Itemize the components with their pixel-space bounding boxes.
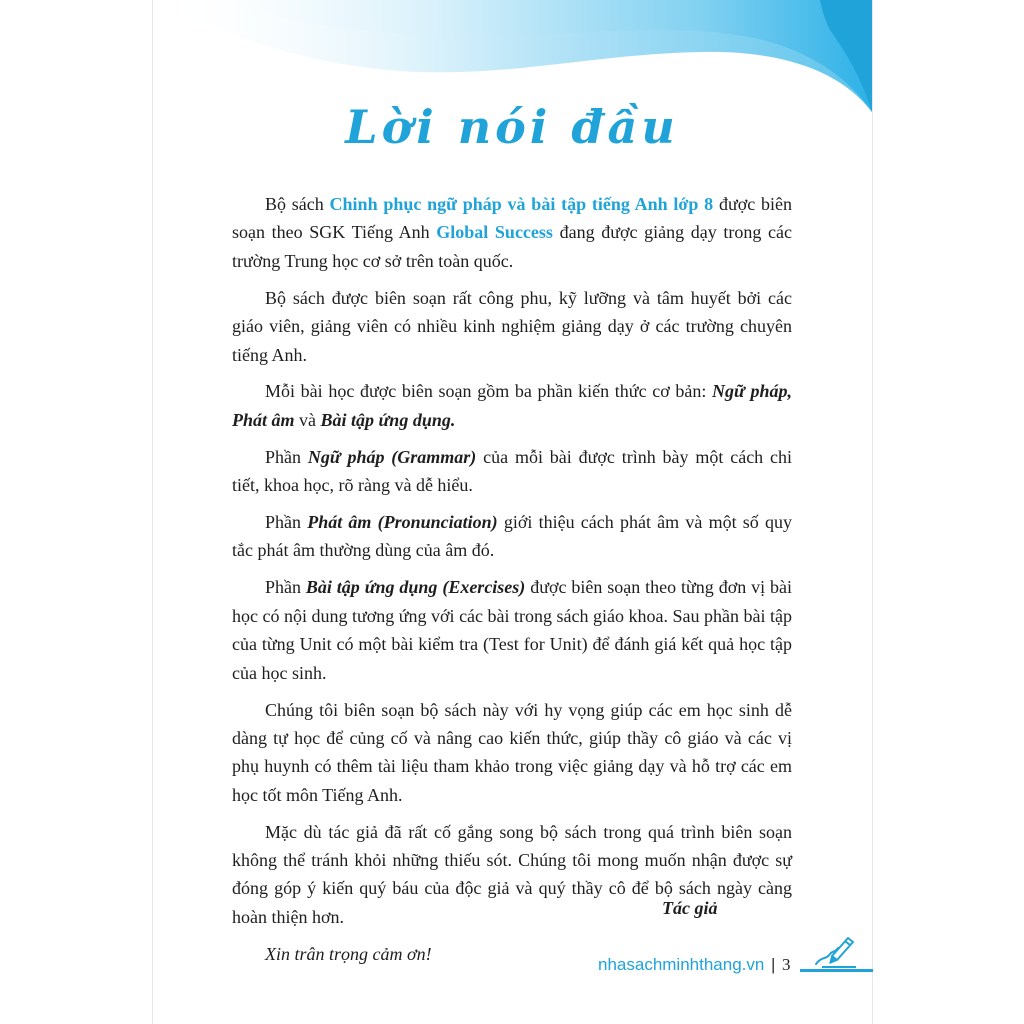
paragraph-pronunciation: Phần Phát âm (Pronunciation) giới thiệu cách phát âm và một số quy tắc phát âm thường dùng của âm đó.: [232, 512, 793, 561]
footer-rule: [800, 969, 873, 972]
paragraph-authors: Bộ sách được biên soạn rất công phu, kỹ lưỡng và tâm huyết bởi các giáo viên, giảng viên có nhiều kinh nghiệm giảng dạy ở các trường chuyên tiếng Anh.: [232, 287, 792, 365]
paragraph-exercises: Phần Bài tập ứng dụng (Exercises) được biên soạn theo từng đơn vị bài học có nội dung tương ứng với các bài trong sách giáo khoa. Sau phần bài tập của từng Unit có một bài kiểm tra (Test for Unit) để đánh giá kết quả học tập của học sinh.: [232, 577, 793, 683]
preface-body: [232, 190, 792, 977]
footer-separator: |: [771, 955, 776, 974]
series-name: Global Success: [436, 222, 553, 243]
paragraph-purpose: Chúng tôi biên soạn bộ sách này với hy vọng giúp các em học sinh dễ dàng tự học để củng cố và nâng cao kiến thức, giúp thầy cô giáo và các vị phụ huynh có thêm tài liệu tham khảo trong việc giảng dạy và hỗ trợ các em học tốt môn Tiếng Anh.: [232, 699, 792, 805]
author-signature: Tác giả: [662, 898, 718, 918]
paragraph-intro: Bộ sách Chinh phục ngữ pháp và bài tập tiếng Anh lớp 8 được biên soạn theo SGK Tiếng Anh Global Success đang được giảng dạy trong các trường Trung học cơ sở trên toàn quốc.: [232, 194, 793, 271]
thanks-line: Xin trân trọng cảm ơn!: [265, 943, 432, 964]
paragraph-feedback: Mặc dù tác giả đã rất cố gắng song bộ sách trong quá trình biên soạn không thể tránh khỏi những thiếu sót. Chúng tôi mong muốn nhận được sự đóng góp ý kiến quý báu của độc giả và quý thầy cô để bộ sách ngày càng hoàn thiện hơn.: [232, 821, 792, 927]
book-title: Chinh phục ngữ pháp và bài tập tiếng Anh lớp 8: [329, 194, 714, 214]
page-title: Lời nói đầu: [345, 100, 679, 154]
paragraph-grammar: Phần Ngữ pháp (Grammar) của mỗi bài được trình bày một cách chi tiết, khoa học, rõ ràng và dễ hiểu.: [232, 446, 793, 496]
paragraph-structure: Mỗi bài học được biên soạn gồm ba phần kiến thức cơ bản: Ngữ pháp, Phát âm và Bài tập ứng dụng.: [232, 381, 793, 430]
page-number: 3: [782, 955, 791, 974]
pen-writing-icon: [812, 934, 856, 968]
footer-website: nhasachminhthang.vn: [598, 955, 765, 974]
